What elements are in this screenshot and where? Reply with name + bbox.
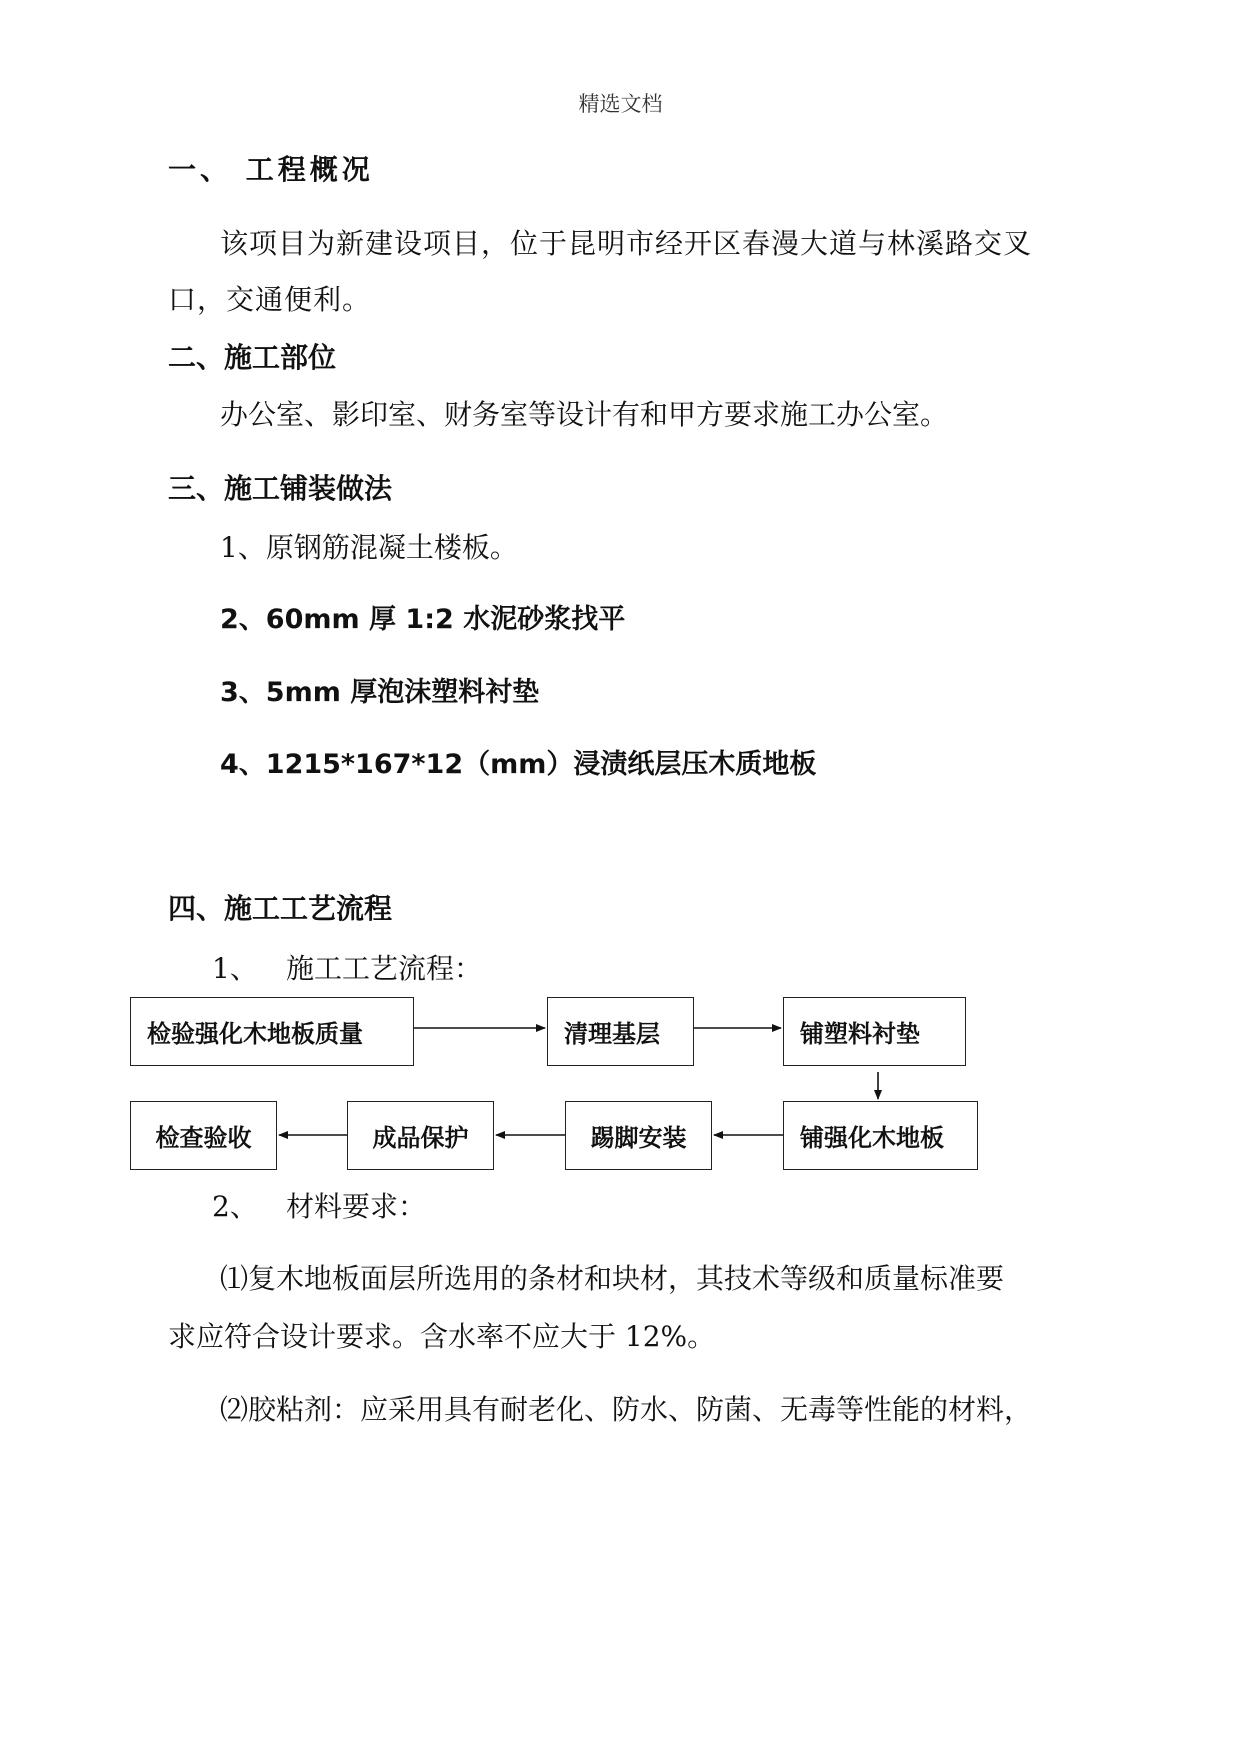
section-4-sub-2-text: 材料要求： bbox=[286, 1190, 427, 1223]
flow-step-label: 清理基层 bbox=[564, 1020, 660, 1048]
section-4-sub-1-text: 施工工艺流程： bbox=[286, 952, 483, 985]
flow-step-label: 检查验收 bbox=[155, 1124, 252, 1152]
section-2-para: 办公室、影印室、财务室等设计有和甲方要求施工办公室。 bbox=[220, 398, 949, 431]
requirement-1-line-2: 求应符合设计要求。含水率不应大于 12%。 bbox=[168, 1320, 716, 1353]
flow-step-label: 检验强化木地板质量 bbox=[147, 1020, 363, 1048]
flow-step-label: 铺塑料衬垫 bbox=[800, 1020, 920, 1048]
section-3-item-3: 3、5mm 厚泡沫塑料衬垫 bbox=[220, 677, 540, 708]
flow-step-label: 成品保护 bbox=[372, 1124, 469, 1152]
requirement-1-line-1: ⑴复木地板面层所选用的条材和块材，其技术等级和质量标准要 bbox=[220, 1262, 1005, 1295]
section-3-item-1: 1、原钢筋混凝土楼板。 bbox=[220, 531, 518, 564]
section-1-title: 一、 工程概况 bbox=[168, 153, 374, 186]
section-1-para-line-2: 口，交通便利。 bbox=[168, 283, 372, 316]
page-header: 精选文档 bbox=[578, 92, 663, 116]
section-3-title: 三、施工铺装做法 bbox=[168, 472, 393, 505]
flow-step-label: 踢脚安装 bbox=[590, 1124, 687, 1152]
section-2-title: 二、施工部位 bbox=[168, 341, 337, 374]
section-4-sub-1-number: 1、 bbox=[212, 952, 258, 985]
section-3-item-2: 2、60mm 厚 1:2 水泥砂浆找平 bbox=[220, 604, 626, 635]
flow-step-label: 铺强化木地板 bbox=[800, 1124, 944, 1152]
section-3-item-4: 4、1215*167*12（mm）浸渍纸层压木质地板 bbox=[220, 749, 817, 780]
requirement-2-line-1: ⑵胶粘剂：应采用具有耐老化、防水、防菌、无毒等性能的材料， bbox=[220, 1393, 1033, 1426]
section-1-para-line-1: 该项目为新建设项目，位于昆明市经开区春漫大道与林溪路交叉 bbox=[220, 227, 1033, 260]
section-4-sub-2-number: 2、 bbox=[212, 1190, 258, 1223]
section-4-title: 四、施工工艺流程 bbox=[168, 892, 393, 925]
